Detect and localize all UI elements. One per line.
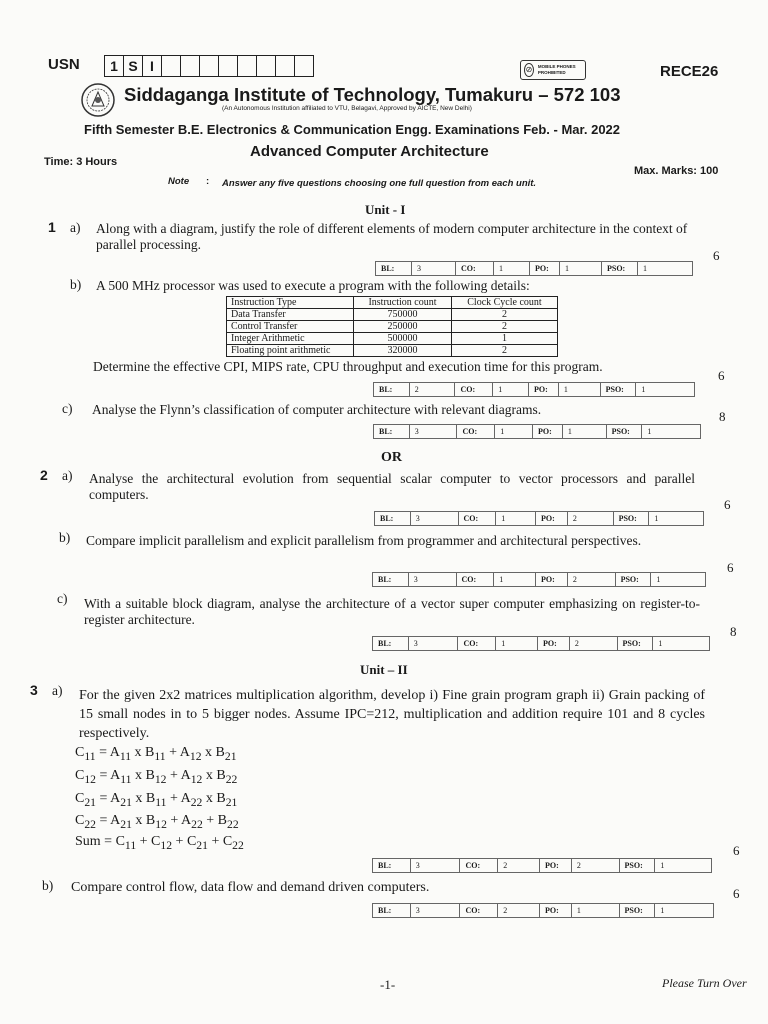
- question-text: A 500 MHz processor was used to execute a program with the following details:: [96, 278, 530, 293]
- pso-label: PSO:: [616, 573, 652, 586]
- bloom-row: [373, 382, 695, 397]
- usn-box: [200, 56, 219, 76]
- co-value: 1: [496, 512, 536, 525]
- part-label: b): [42, 878, 54, 893]
- bl-label: BL:: [374, 383, 410, 396]
- marks-value: 6: [724, 497, 731, 512]
- table-header-cell: Clock Cycle count: [451, 297, 557, 309]
- question-text: Determine the effective CPI, MIPS rate, CPU throughput and execution time for this program.: [93, 359, 603, 374]
- table-cell: Control Transfer: [227, 321, 354, 333]
- question-text: Compare implicit parallelism and explicit parallelism from programmer and architectural perspectives.: [86, 533, 642, 548]
- bl-value: 3: [411, 859, 461, 872]
- pso-value: 1: [641, 385, 646, 394]
- pso-label: PSO:: [620, 904, 656, 917]
- please-turn-over: Please Turn Over: [662, 976, 747, 990]
- max-marks: Max. Marks: 100: [634, 165, 719, 177]
- time-allowed: Time: 3 Hours: [44, 156, 118, 168]
- po-value: 2: [570, 637, 618, 650]
- marks-value: 6: [713, 248, 720, 263]
- table-header-row: [227, 297, 558, 309]
- bloom-row: [372, 858, 712, 873]
- pso-label: PSO:: [607, 425, 643, 438]
- marks-value: 8: [730, 624, 737, 639]
- exam-title: Fifth Semester B.E. Electronics & Communication Engg. Examinations Feb. - Mar. 2022: [84, 122, 621, 137]
- part-label: c): [57, 591, 68, 606]
- pso-value: 1: [656, 575, 661, 584]
- bloom-row: [372, 903, 714, 918]
- table-cell: 250000: [354, 321, 452, 333]
- po-label: PO:: [540, 904, 572, 917]
- pso-label: PSO:: [618, 637, 654, 650]
- po-value: 1: [572, 904, 620, 917]
- table-cell: 1: [451, 333, 557, 345]
- co-label: CO:: [457, 425, 495, 438]
- co-value: 1: [494, 262, 530, 275]
- equation-sum: Sum = $C_{11} + C_{12} + C_{21} + C_{22}$: [75, 834, 244, 852]
- bl-label: BL:: [373, 637, 409, 650]
- institute-name: Siddaganga Institute of Technology, Tumakuru – 572 103: [124, 84, 621, 105]
- question-text: Analyse the architectural evolution from sequential scalar computer to vector processors and parallel computers.: [89, 471, 695, 502]
- table-row: [227, 333, 558, 345]
- institute-subtitle: (An Autonomous Institution affiliated to VTU, Belagavi, Approved by AICTE, New Delhi): [222, 105, 472, 112]
- part-label: a): [52, 683, 63, 698]
- pso-value: 1: [654, 514, 659, 523]
- po-label: PO:: [533, 425, 563, 438]
- question-text: Compare control flow, data flow and demand driven computers.: [71, 880, 430, 895]
- bl-label: BL:: [373, 859, 411, 872]
- part-label: a): [62, 468, 73, 483]
- co-value: 1: [496, 637, 538, 650]
- question-text: For the given 2x2 matrices multiplication algorithm, develop i) Fine grain program graph ii) Grain packing of 15 small nodes in to 5 bigger nodes. Assume IPC=212, multiplication and addition require 101 and 8 cycles respectively.: [79, 688, 705, 741]
- or-divider: OR: [381, 450, 402, 465]
- question-text: Along with a diagram, justify the role of different elements of modern computer architecture in the context of parallel processing.: [96, 221, 688, 252]
- usn-box: [181, 56, 200, 76]
- table-cell: Integer Arithmetic: [227, 333, 354, 345]
- pso-value: 1: [647, 427, 652, 436]
- bl-label: BL:: [373, 904, 411, 917]
- po-label: PO:: [538, 637, 570, 650]
- co-value: 1: [493, 383, 529, 396]
- co-value: 2: [498, 904, 540, 917]
- unit-2-heading: Unit – II: [360, 662, 408, 677]
- po-label: PO:: [529, 383, 559, 396]
- question-number: 2: [40, 467, 48, 483]
- marks-value: 6: [733, 886, 740, 901]
- marks-value: 6: [727, 560, 734, 575]
- co-label: CO:: [456, 262, 494, 275]
- po-value: 2: [572, 859, 620, 872]
- bl-label: BL:: [375, 512, 411, 525]
- bl-value: 3: [411, 904, 461, 917]
- note-colon: :: [206, 176, 210, 187]
- usn-boxes: [104, 55, 314, 77]
- usn-box: [295, 56, 313, 76]
- bl-value: 3: [409, 573, 457, 586]
- po-value: 1: [560, 262, 602, 275]
- po-label: PO:: [540, 859, 572, 872]
- page-number: -1-: [380, 977, 396, 992]
- table-row: [227, 321, 558, 333]
- question-text: With a suitable block diagram, analyse the architecture of a vector super computer emphasizing on register-to-register architecture.: [84, 596, 700, 627]
- pso-label: PSO:: [620, 859, 656, 872]
- bl-value: 3: [410, 425, 458, 438]
- pso-label: PSO:: [601, 383, 637, 396]
- co-value: 1: [495, 425, 533, 438]
- po-value: 2: [568, 512, 614, 525]
- question-number: 1: [48, 219, 56, 235]
- paper-code: RECE26: [660, 63, 719, 80]
- co-label: CO:: [455, 383, 493, 396]
- bl-value: 2: [410, 383, 456, 396]
- co-label: CO:: [457, 573, 495, 586]
- unit-1-heading: Unit - I: [365, 202, 406, 217]
- equation-c12: $C_{12} = A_{11}$ x $B_{12} + A_{12}$ x $B_{22}$: [75, 768, 238, 786]
- bl-value: 3: [409, 637, 459, 650]
- institute-logo-icon: [80, 82, 116, 118]
- part-label: b): [59, 530, 71, 545]
- table-cell: 320000: [354, 345, 452, 357]
- usn-box: [276, 56, 295, 76]
- table-row: [227, 309, 558, 321]
- co-label: CO:: [459, 512, 497, 525]
- po-label: PO:: [536, 512, 568, 525]
- table-row: [227, 345, 558, 357]
- bl-value: 3: [412, 262, 456, 275]
- pso-label: PSO:: [602, 262, 638, 275]
- pso-value: 1: [658, 639, 663, 648]
- equation-c11: $C_{11} = A_{11}$ x $B_{11} + A_{12}$ x $B_{21}$: [75, 745, 237, 763]
- usn-box: [162, 56, 181, 76]
- bloom-row: [372, 572, 706, 587]
- bl-label: BL:: [376, 262, 412, 275]
- part-label: a): [70, 220, 81, 235]
- usn-box: [257, 56, 276, 76]
- co-value: 1: [494, 573, 536, 586]
- equation-c22: $C_{22} = A_{21}$ x $B_{12} + A_{22} + B_{22}$: [75, 813, 239, 831]
- table-header-cell: Instruction count: [354, 297, 452, 309]
- table-cell: 2: [451, 309, 557, 321]
- po-value: 2: [568, 573, 616, 586]
- instruction-table: [226, 296, 558, 357]
- mobile-prohibited-badge: [520, 60, 586, 80]
- mobile-notice-text: MOBILE PHONES PROHIBITED: [537, 64, 576, 75]
- usn-box: [219, 56, 238, 76]
- question-number: 3: [30, 682, 38, 698]
- co-label: CO:: [460, 859, 498, 872]
- usn-box: I: [143, 56, 162, 76]
- co-label: CO:: [458, 637, 496, 650]
- co-value: 2: [498, 859, 540, 872]
- po-value: 1: [563, 425, 607, 438]
- part-label: c): [62, 401, 73, 416]
- marks-value: 6: [733, 843, 740, 858]
- bl-value: 3: [411, 512, 459, 525]
- pso-value: 1: [660, 906, 665, 915]
- bloom-row: [374, 511, 704, 526]
- marks-value: 8: [719, 409, 726, 424]
- usn-box: 1: [105, 56, 124, 76]
- marks-value: 6: [718, 368, 725, 383]
- subject-title: Advanced Computer Architecture: [250, 143, 489, 160]
- no-phone-icon: ⊘: [524, 63, 534, 77]
- bloom-row: [375, 261, 693, 276]
- usn-box: S: [124, 56, 143, 76]
- bl-label: BL:: [373, 573, 409, 586]
- bl-label: BL:: [374, 425, 410, 438]
- table-header-cell: Instruction Type: [227, 297, 354, 309]
- equation-c21: $C_{21} = A_{21}$ x $B_{11} + A_{22}$ x $B_{21}$: [75, 791, 238, 809]
- usn-label: USN: [48, 56, 80, 73]
- note-label: Note: [168, 176, 190, 187]
- bloom-row: [373, 424, 701, 439]
- pso-label: PSO:: [614, 512, 650, 525]
- po-label: PO:: [536, 573, 568, 586]
- bloom-row: [372, 636, 710, 651]
- part-label: b): [70, 277, 82, 292]
- table-cell: Floating point arithmetic: [227, 345, 354, 357]
- pso-value: 1: [643, 264, 647, 273]
- table-cell: 500000: [354, 333, 452, 345]
- table-cell: 2: [451, 345, 557, 357]
- table-cell: 2: [451, 321, 557, 333]
- usn-box: [238, 56, 257, 76]
- question-text: Analyse the Flynn’s classification of computer architecture with relevant diagrams.: [92, 402, 542, 417]
- table-cell: 750000: [354, 309, 452, 321]
- po-value: 1: [559, 383, 601, 396]
- co-label: CO:: [460, 904, 498, 917]
- po-label: PO:: [530, 262, 560, 275]
- pso-value: 1: [660, 861, 665, 870]
- note-text: Answer any five questions choosing one full question from each unit.: [222, 178, 537, 189]
- table-cell: Data Transfer: [227, 309, 354, 321]
